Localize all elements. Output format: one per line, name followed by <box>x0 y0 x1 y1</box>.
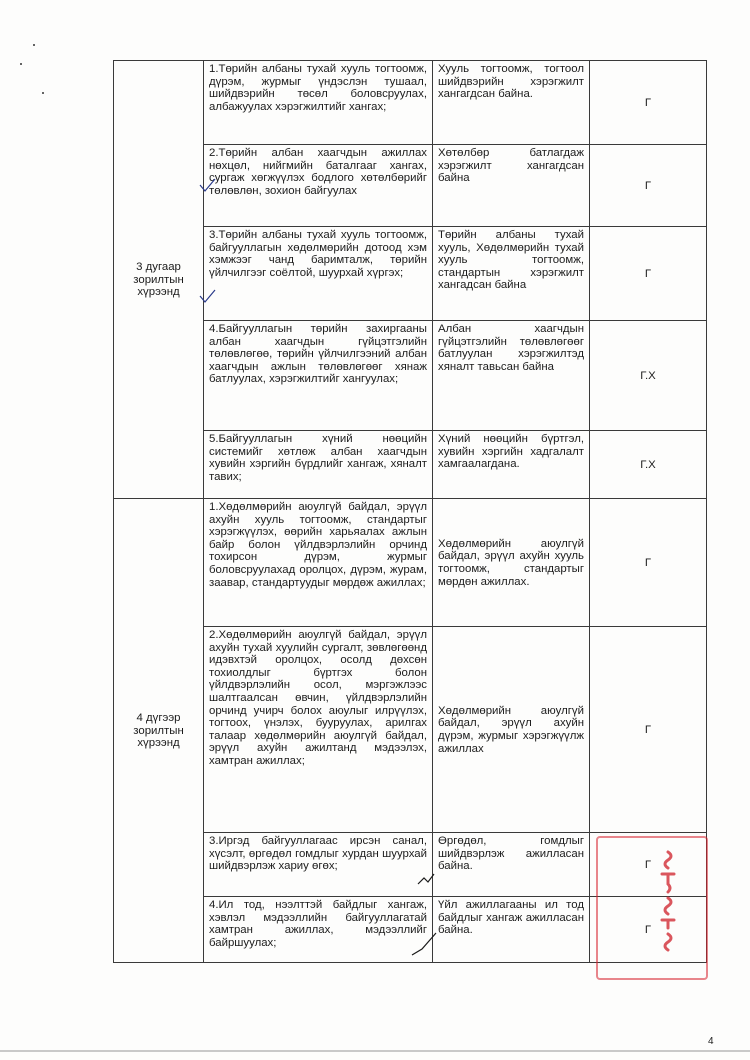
result-cell: Хөдөлмөрийн аюулгүй байдал, эрүүл ахуйн хууль тогтоомж, стандартыг мөрдөн ажиллах. <box>433 499 590 627</box>
code-cell: Г <box>590 897 707 963</box>
result-cell: Төрийн албаны тухай хууль, Хөдөлмөрийн тухай хууль тогтоомж, стандартын хэрэгжилт хангадсан байна <box>433 227 590 321</box>
table-row <box>114 61 707 145</box>
result-cell: Хөдөлмөрийн аюулгүй байдал, эрүүл ахуйн дүрэм, журмыг хэрэгжүүлж ажиллах <box>433 627 590 833</box>
activity-cell: 4.Байгууллагын төрийн захиргааны албан хаагчдын гүйцэтгэлийн төлөвлөгөө, төрийн үйлчилгээний албан хаагчдын ажлын төлөвлөгөөг хянаж батлуулах, хэрэгжилтийг хангуулах; <box>204 321 433 431</box>
code-cell: Г.Х <box>590 321 707 431</box>
activity-cell: 2.Хөдөлмөрийн аюулгүй байдал, эрүүл ахуйн тухай хуулийн сургалт, зөвлөгөөнд идэвхтэй оролцох, осолд дөхсөн тохиолдлыг бүртгэх болон үйлдвэрлэлийн осол, мэргэжлээс шалтгаалсан өвчин, үйлдвэрлэлийн орчинд учирч болох аюулыг илрүүлэх, тогтоох, үнэлэх, бууруулах, арилгах талаар хөдөлмөрийн аюулгүй байдал, эрүүл ахуйн ажилтанд мэдээлэх, хамтран ажиллах; <box>204 627 433 833</box>
activity-cell: 4.Ил тод, нээлттэй байдлыг хангаж, хэвлэл мэдээллийн байгууллагатай хамтран ажиллах, мэдээллийг байршуулах; <box>204 897 433 963</box>
code-cell: Г.Х <box>590 431 707 499</box>
scan-speck <box>33 44 35 46</box>
result-cell: Хөтөлбөр батлагдаж хэрэгжилт хангагдсан байна <box>433 145 590 227</box>
activity-table <box>113 60 707 963</box>
goal-area-cell: 3 дугаар зорилтын хүрээнд <box>114 61 204 499</box>
result-cell: Хууль тогтоомж, тогтоол шийдвэрийн хэрэгжилт хангагдсан байна. <box>433 61 590 145</box>
table-row <box>114 499 707 627</box>
result-cell: Өргөдөл, гомдлыг шийдвэрлэж ажилласан байна. <box>433 833 590 897</box>
code-cell: Г <box>590 227 707 321</box>
scan-speck <box>42 92 44 94</box>
activity-cell: 2.Төрийн албан хаагчдын ажиллах нөхцөл, нийгмийн баталгааг хангах, сургаж хөгжүүлэх бодлого хөтөлбөрийг төлөвлөн, зохион байгуулах <box>204 145 433 227</box>
result-cell: Үйл ажиллагааны ил тод байдлыг хангаж ажилласан байна. <box>433 897 590 963</box>
result-cell: Албан хаагчдын гүйцэтгэлийн төлөвлөгөөг батлуулан хэрэгжилтэд хяналт тавьсан байна <box>433 321 590 431</box>
code-cell: Г <box>590 61 707 145</box>
activity-cell: 3.Төрийн албаны тухай хууль тогтоомж, байгууллагын хөдөлмөрийн дотоод хэм хэмжээг чанд баримталж, төрийн үйлчилгээг соёлтой, шуурхай хүргэх; <box>204 227 433 321</box>
result-cell: Хүний нөөцийн бүртгэл, хувийн хэргийн хадгалалт хамгаалагдана. <box>433 431 590 499</box>
goal-area-cell: 4 дүгээр зорилтын хүрээнд <box>114 499 204 963</box>
page-number: 4 <box>708 1036 714 1047</box>
code-cell: Г <box>590 833 707 897</box>
stamp-script <box>656 846 680 956</box>
activity-cell: 1.Төрийн албаны тухай хууль тогтоомж, дүрэм, журмыг үндэслэн тушаал, шийдвэрийн төсөл боловсруулах, албажуулах хэрэгжилтийг хангах; <box>204 61 433 145</box>
stamp-mark <box>596 836 708 980</box>
code-cell: Г <box>590 145 707 227</box>
scan-edge <box>0 1050 750 1052</box>
scan-speck <box>20 63 22 65</box>
activity-cell: 1.Хөдөлмөрийн аюулгүй байдал, эрүүл ахуйн хууль тогтоомж, стандартыг хэрэгжүүлэх, өөрийн харьяалах ажлын байр болон үйлдвэрлэлийн орчинд тохирсон дүрэм, журмыг боловсруулахад оролцох, дүрэм, журам, заавар, стандартуудыг мөрдөж ажиллах; <box>204 499 433 627</box>
activity-cell: 5.Байгууллагын хүний нөөцийн системийг хөтлөж албан хаагчдын хувийн хэргийн бүрдлийг хангаж, хяналт тавих; <box>204 431 433 499</box>
code-cell: Г <box>590 627 707 833</box>
activity-cell: 3.Иргэд байгууллагаас ирсэн санал, хүсэлт, өргөдөл гомдлыг хурдан шуурхай шийдвэрлэж хариу өгөх; <box>204 833 433 897</box>
code-cell: Г <box>590 499 707 627</box>
